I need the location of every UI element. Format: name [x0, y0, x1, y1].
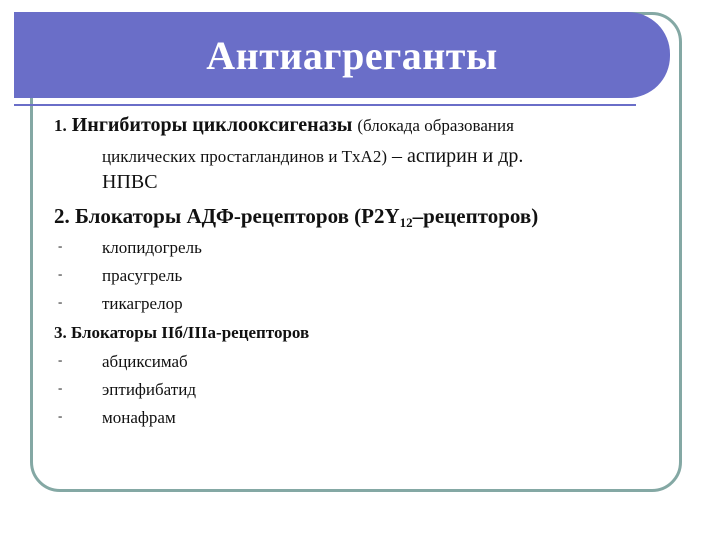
- section1-line3: НПВС: [102, 171, 158, 193]
- drug-name: монафрам: [102, 408, 176, 427]
- list-dash: -: [58, 238, 63, 253]
- section2-prefix: 2. Блокаторы АДФ-рецепторов (P2Y: [54, 204, 400, 228]
- drug-name: абциксимаб: [102, 352, 188, 371]
- list-dash: -: [58, 408, 63, 423]
- list-dash: -: [58, 380, 63, 395]
- list-dash: -: [58, 352, 63, 367]
- section3-heading: 3. Блокаторы IIб/IIIа-рецепторов: [54, 323, 310, 342]
- section2-suffix: –рецепторов): [412, 204, 539, 228]
- drug-name: клопидогрель: [102, 238, 202, 257]
- drug-name: прасугрель: [102, 266, 183, 285]
- list-dash: -: [58, 294, 63, 309]
- section1-number: 1.: [54, 116, 67, 135]
- section1-line1: [54, 115, 514, 135]
- drug-name: эптифибатид: [102, 380, 196, 399]
- section1-line2: [102, 146, 523, 166]
- drug-name: тикагрелор: [102, 294, 183, 313]
- section1-paren-start: (блокада образования: [357, 116, 514, 135]
- section2-subscript: 12: [399, 215, 413, 230]
- section1-heading: Ингибиторы циклооксигеназы: [71, 114, 353, 136]
- section1-line2-small: циклических простагландинов и TxA2): [102, 147, 387, 166]
- list-dash: -: [58, 266, 63, 281]
- slide-title: Антиагреганты: [206, 32, 498, 78]
- section1-line2-big: – аспирин и др.: [386, 145, 524, 167]
- section2-heading: [54, 206, 538, 229]
